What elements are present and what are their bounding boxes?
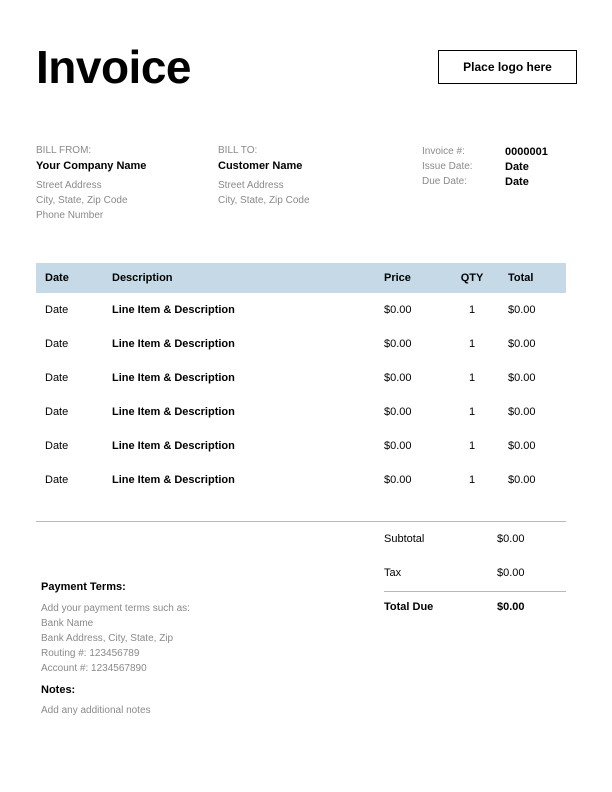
cell-total: $0.00 [508, 304, 536, 316]
cell-description: Line Item & Description [112, 440, 235, 452]
issue-date: Date [505, 160, 529, 173]
tax-label: Tax [384, 567, 402, 579]
table-divider [36, 521, 566, 522]
cell-price: $0.00 [384, 372, 412, 384]
cell-description: Line Item & Description [112, 338, 235, 350]
cell-date: Date [45, 338, 69, 350]
meta-row-due-date [422, 174, 548, 189]
payment-terms-line: Add your payment terms such as: [41, 603, 190, 614]
table-header [36, 263, 566, 293]
payment-terms-heading: Payment Terms: [41, 581, 126, 593]
meta-label: Due Date: [422, 176, 468, 187]
total-due-label: Total Due [384, 601, 434, 613]
table-row [36, 293, 566, 327]
tax-value: $0.00 [497, 567, 525, 579]
payment-terms-line: Account #: 1234567890 [41, 663, 147, 674]
cell-price: $0.00 [384, 304, 412, 316]
total-due-row [384, 601, 566, 613]
subtotal-row [384, 533, 566, 545]
cell-price: $0.00 [384, 474, 412, 486]
subtotal-value: $0.00 [497, 533, 525, 545]
cell-date: Date [45, 406, 69, 418]
bill-from-line: City, State, Zip Code [36, 195, 128, 206]
totals-divider [384, 591, 566, 592]
cell-price: $0.00 [384, 440, 412, 452]
cell-total: $0.00 [508, 474, 536, 486]
cell-qty: 1 [468, 338, 476, 350]
cell-date: Date [45, 440, 69, 452]
meta-label: Issue Date: [422, 161, 473, 172]
header-total: Total [508, 272, 534, 284]
cell-date: Date [45, 372, 69, 384]
table-row [36, 395, 566, 429]
cell-price: $0.00 [384, 338, 412, 350]
cell-description: Line Item & Description [112, 372, 235, 384]
logo-placeholder[interactable]: Place logo here [438, 50, 577, 84]
bill-to-label: BILL TO: [218, 145, 258, 156]
meta-row-invoice-number [422, 144, 548, 159]
notes-heading: Notes: [41, 684, 76, 696]
header-date: Date [45, 272, 69, 284]
invoice-title: Invoice [36, 41, 192, 93]
invoice-meta [422, 144, 548, 189]
cell-date: Date [45, 304, 69, 316]
cell-qty: 1 [468, 440, 476, 452]
customer-name: Customer Name [218, 160, 303, 172]
header-description: Description [112, 272, 173, 284]
bill-to-line: Street Address [218, 180, 284, 191]
cell-price: $0.00 [384, 406, 412, 418]
meta-row-issue-date [422, 159, 548, 174]
bill-from-block [36, 144, 146, 223]
company-name: Your Company Name [36, 160, 147, 172]
cell-total: $0.00 [508, 372, 536, 384]
cell-description: Line Item & Description [112, 304, 235, 316]
due-date: Date [505, 175, 529, 188]
table-row [36, 361, 566, 395]
table-row [36, 463, 566, 497]
bill-from-line: Street Address [36, 180, 102, 191]
payment-terms-block [41, 601, 190, 676]
cell-description: Line Item & Description [112, 406, 235, 418]
invoice-number: 0000001 [505, 145, 548, 158]
cell-qty: 1 [468, 304, 476, 316]
bill-to-line: City, State, Zip Code [218, 195, 310, 206]
line-items-table [36, 263, 566, 497]
cell-total: $0.00 [508, 440, 536, 452]
tax-row [384, 567, 566, 579]
cell-qty: 1 [468, 406, 476, 418]
cell-total: $0.00 [508, 406, 536, 418]
table-row [36, 429, 566, 463]
table-row [36, 327, 566, 361]
payment-terms-line: Bank Address, City, State, Zip [41, 633, 174, 644]
subtotal-label: Subtotal [384, 533, 425, 545]
payment-terms-line: Bank Name [41, 618, 94, 629]
bill-to-block [218, 144, 310, 208]
cell-qty: 1 [468, 474, 476, 486]
header-price: Price [384, 272, 411, 284]
total-due-value: $0.00 [497, 601, 525, 613]
cell-date: Date [45, 474, 69, 486]
cell-qty: 1 [468, 372, 476, 384]
cell-description: Line Item & Description [112, 474, 235, 486]
bill-from-label: BILL FROM: [36, 145, 92, 156]
payment-terms-line: Routing #: 123456789 [41, 648, 140, 659]
bill-from-line: Phone Number [36, 210, 104, 221]
header-qty: QTY [460, 272, 484, 284]
meta-label: Invoice #: [422, 146, 465, 157]
notes-text: Add any additional notes [41, 705, 151, 716]
cell-total: $0.00 [508, 338, 536, 350]
